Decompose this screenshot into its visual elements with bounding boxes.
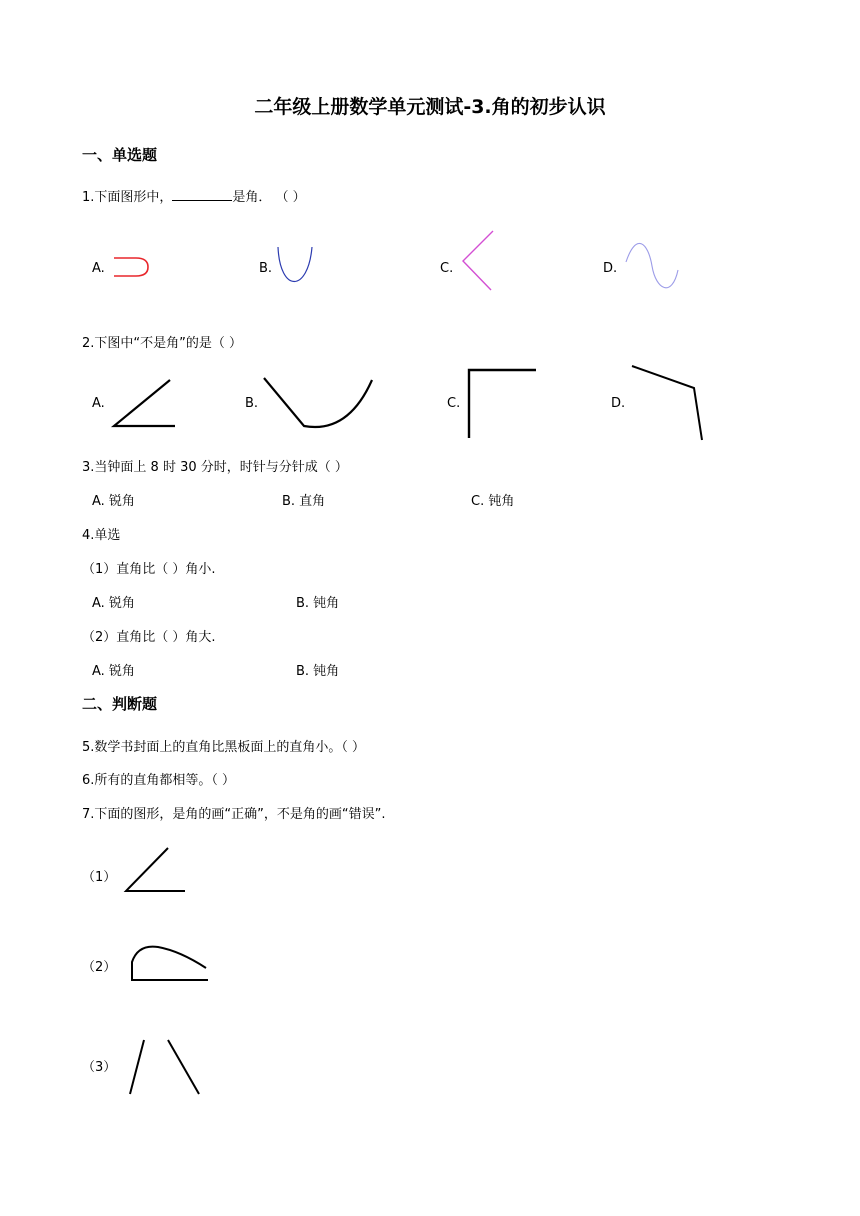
question-4-sub-2: （2）直角比（ ）角大.: [82, 630, 216, 645]
page-title: 二年级上册数学单元测试-3.角的初步认识: [254, 96, 606, 118]
q2-option-b-label: B.: [245, 396, 259, 411]
answer-blank[interactable]: [172, 189, 232, 201]
q2-figure-d-obtuse-angle: [628, 362, 708, 442]
q1-option-b-label: B.: [259, 261, 273, 276]
q2-figure-c-right-angle: [464, 366, 540, 440]
q1-figure-b-curve: [274, 243, 318, 289]
question-2: 2.下图中“不是角”的是（ ）: [82, 336, 243, 351]
q7-item-1-label: （1）: [82, 870, 117, 885]
q2-figure-b-curve: [258, 376, 380, 434]
q7-item-3-label: （3）: [82, 1060, 117, 1075]
q1-option-a-label: A.: [92, 261, 105, 276]
q3-option-b: B. 直角: [282, 494, 326, 509]
q3-option-c: C. 钝角: [471, 494, 515, 509]
q2-option-d-label: D.: [611, 396, 626, 411]
question-4: 4.单选: [82, 528, 121, 543]
question-3: 3.当钟面上 8 时 30 分时，时针与分针成（ ）: [82, 460, 348, 475]
q1-option-c-label: C.: [440, 261, 454, 276]
q2-option-c-label: C.: [447, 396, 461, 411]
q7-figure-2-curve: [128, 942, 210, 984]
q4-sub2-option-a: A. 锐角: [92, 664, 135, 679]
question-4-sub-1: （1）直角比（ ）角小.: [82, 562, 216, 577]
q1-figure-c-angle: [455, 228, 495, 294]
q7-item-2-label: （2）: [82, 960, 117, 975]
q7-figure-1-angle: [122, 846, 188, 894]
q4-sub1-option-a: A. 锐角: [92, 596, 135, 611]
section-heading-true-false: 二、判断题: [82, 695, 158, 713]
q1-option-d-label: D.: [603, 261, 618, 276]
q7-figure-3-open-lines: [124, 1036, 204, 1098]
question-5: 5.数学书封面上的直角比黑板面上的直角小。（ ）: [82, 740, 366, 755]
question-1-suffix: 是角． （ ）: [232, 190, 306, 205]
question-1-prefix: 1.下面图形中，: [82, 190, 173, 205]
question-7: 7.下面的图形，是角的画“正确”，不是角的画“错误”.: [82, 807, 386, 822]
q2-figure-a-angle: [108, 376, 180, 430]
q1-figure-a-arc: [108, 252, 158, 284]
q4-sub2-option-b: B. 钝角: [296, 664, 340, 679]
q2-option-a-label: A.: [92, 396, 105, 411]
question-6: 6.所有的直角都相等。（ ）: [82, 773, 236, 788]
q4-sub1-option-b: B. 钝角: [296, 596, 340, 611]
q1-figure-d-wave: [622, 240, 684, 296]
question-1: [82, 186, 306, 205]
q3-option-a: A. 锐角: [92, 494, 135, 509]
section-heading-single-choice: 一、单选题: [82, 146, 158, 164]
